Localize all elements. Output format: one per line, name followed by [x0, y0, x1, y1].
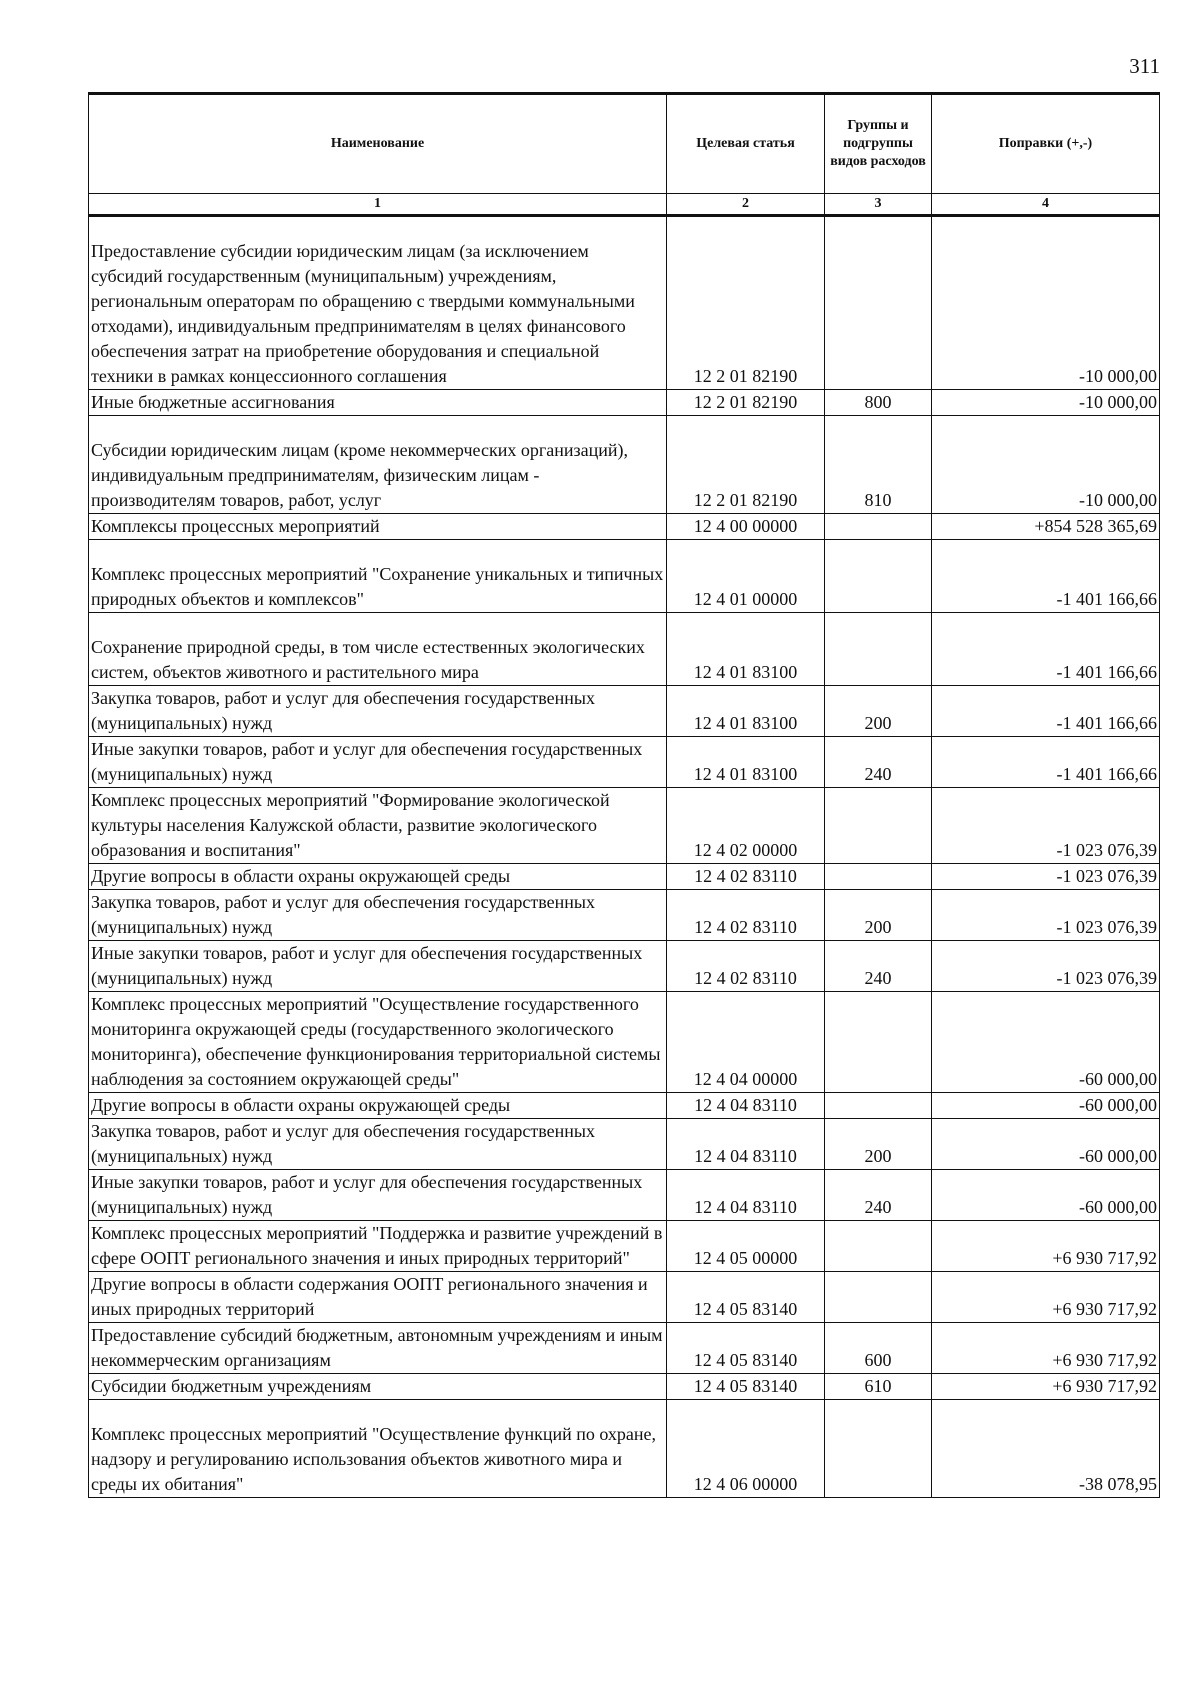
row-amount: -1 023 076,39: [932, 864, 1160, 890]
row-code: 12 4 02 83110: [667, 864, 825, 890]
table-row: [89, 686, 1160, 737]
row-name: Другие вопросы в области содержания ООПТ регионального значения и иных природных территорий: [89, 1272, 667, 1323]
row-group: 240: [825, 941, 932, 992]
header-name: Наименование: [89, 94, 667, 194]
column-number: 4: [932, 194, 1160, 216]
row-amount: +6 930 717,92: [932, 1323, 1160, 1374]
row-name: Закупка товаров, работ и услуг для обеспечения государственных (муниципальных) нужд: [89, 686, 667, 737]
row-name: Субсидии юридическим лицам (кроме некоммерческих организаций), индивидуальным предпринимателям, физическим лицам - производителям товаров, работ, услуг: [89, 416, 667, 514]
table-row: [89, 941, 1160, 992]
row-group: 810: [825, 416, 932, 514]
row-name: Закупка товаров, работ и услуг для обеспечения государственных (муниципальных) нужд: [89, 1119, 667, 1170]
row-amount: -1 401 166,66: [932, 613, 1160, 686]
page-number: 311: [1129, 54, 1160, 78]
row-code: 12 4 01 83100: [667, 737, 825, 788]
row-code: 12 2 01 82190: [667, 390, 825, 416]
row-code: 12 4 04 00000: [667, 992, 825, 1093]
table-row: [89, 1119, 1160, 1170]
table-row: [89, 1400, 1160, 1498]
table-row: [89, 1323, 1160, 1374]
row-group: [825, 1093, 932, 1119]
row-name: Иные закупки товаров, работ и услуг для обеспечения государственных (муниципальных) нужд: [89, 941, 667, 992]
row-group: [825, 514, 932, 540]
row-code: 12 4 04 83110: [667, 1093, 825, 1119]
table-row: [89, 416, 1160, 514]
table-row: [89, 1272, 1160, 1323]
row-amount: -60 000,00: [932, 1170, 1160, 1221]
row-amount: -1 023 076,39: [932, 941, 1160, 992]
row-code: 12 4 05 83140: [667, 1272, 825, 1323]
row-name: Другие вопросы в области охраны окружающей среды: [89, 1093, 667, 1119]
header-row: [89, 94, 1160, 194]
row-amount: -38 078,95: [932, 1400, 1160, 1498]
row-group: [825, 1221, 932, 1272]
row-code: 12 4 06 00000: [667, 1400, 825, 1498]
column-number: 2: [667, 194, 825, 216]
table-row: [89, 1170, 1160, 1221]
table-row: [89, 390, 1160, 416]
row-code: 12 4 05 83140: [667, 1374, 825, 1400]
row-code: 12 4 01 83100: [667, 613, 825, 686]
table-row: [89, 864, 1160, 890]
row-amount: -60 000,00: [932, 1119, 1160, 1170]
row-group: [825, 864, 932, 890]
row-group: 240: [825, 1170, 932, 1221]
row-name: Иные закупки товаров, работ и услуг для обеспечения государственных (муниципальных) нужд: [89, 737, 667, 788]
table-row: [89, 1374, 1160, 1400]
row-group: [825, 1400, 932, 1498]
row-code: 12 2 01 82190: [667, 216, 825, 390]
row-amount: -60 000,00: [932, 992, 1160, 1093]
header-code: Целевая статья: [667, 94, 825, 194]
column-number: 3: [825, 194, 932, 216]
table-row: [89, 992, 1160, 1093]
budget-table: [88, 92, 1160, 1498]
row-code: 12 4 02 83110: [667, 890, 825, 941]
row-name: Другие вопросы в области охраны окружающей среды: [89, 864, 667, 890]
row-code: 12 4 05 00000: [667, 1221, 825, 1272]
row-code: 12 4 04 83110: [667, 1170, 825, 1221]
row-group: 200: [825, 890, 932, 941]
row-name: Иные закупки товаров, работ и услуг для обеспечения государственных (муниципальных) нужд: [89, 1170, 667, 1221]
table-row: [89, 890, 1160, 941]
row-amount: -10 000,00: [932, 416, 1160, 514]
row-group: [825, 216, 932, 390]
row-name: Закупка товаров, работ и услуг для обеспечения государственных (муниципальных) нужд: [89, 890, 667, 941]
row-name: Иные бюджетные ассигнования: [89, 390, 667, 416]
column-number: 1: [89, 194, 667, 216]
row-code: 12 2 01 82190: [667, 416, 825, 514]
table-row: [89, 613, 1160, 686]
row-group: [825, 992, 932, 1093]
table-row: [89, 514, 1160, 540]
row-code: 12 4 04 83110: [667, 1119, 825, 1170]
row-name: Комплекс процессных мероприятий "Осуществление функций по охране, надзору и регулированию использования объектов животного мира и среды их обитания": [89, 1400, 667, 1498]
row-name: Комплексы процессных мероприятий: [89, 514, 667, 540]
row-name: Предоставление субсидий бюджетным, автономным учреждениям и иным некоммерческим организациям: [89, 1323, 667, 1374]
row-group: [825, 613, 932, 686]
row-name: Комплекс процессных мероприятий "Поддержка и развитие учреждений в сфере ООПТ регионального значения и иных природных территорий": [89, 1221, 667, 1272]
row-group: 600: [825, 1323, 932, 1374]
row-name: Сохранение природной среды, в том числе естественных экологических систем, объектов животного и растительного мира: [89, 613, 667, 686]
row-code: 12 4 01 00000: [667, 540, 825, 613]
table-row: [89, 216, 1160, 390]
row-amount: -60 000,00: [932, 1093, 1160, 1119]
row-amount: -1 401 166,66: [932, 686, 1160, 737]
row-name: Субсидии бюджетным учреждениям: [89, 1374, 667, 1400]
row-amount: +6 930 717,92: [932, 1374, 1160, 1400]
row-group: 800: [825, 390, 932, 416]
row-code: 12 4 02 00000: [667, 788, 825, 864]
row-group: 200: [825, 686, 932, 737]
row-name: Комплекс процессных мероприятий "Формирование экологической культуры населения Калужской области, развитие экологического образования и воспитания": [89, 788, 667, 864]
row-code: 12 4 02 83110: [667, 941, 825, 992]
row-amount: -1 023 076,39: [932, 890, 1160, 941]
row-amount: -1 401 166,66: [932, 737, 1160, 788]
row-group: [825, 788, 932, 864]
row-code: 12 4 00 00000: [667, 514, 825, 540]
row-amount: -1 401 166,66: [932, 540, 1160, 613]
row-amount: -10 000,00: [932, 216, 1160, 390]
row-code: 12 4 05 83140: [667, 1323, 825, 1374]
table-row: [89, 737, 1160, 788]
header-amount: Поправки (+,-): [932, 94, 1160, 194]
row-group: 200: [825, 1119, 932, 1170]
row-name: Комплекс процессных мероприятий "Осуществление государственного мониторинга окружающей среды (государственного экологического мониторинга), обеспечение функционирования территориальной системы наблюдения за состоянием окружающей среды": [89, 992, 667, 1093]
header-group: Группы и подгруппы видов расходов: [825, 94, 932, 194]
row-amount: -10 000,00: [932, 390, 1160, 416]
row-amount: +854 528 365,69: [932, 514, 1160, 540]
row-code: 12 4 01 83100: [667, 686, 825, 737]
row-group: 610: [825, 1374, 932, 1400]
row-name: Комплекс процессных мероприятий "Сохранение уникальных и типичных природных объектов и комплексов": [89, 540, 667, 613]
row-amount: -1 023 076,39: [932, 788, 1160, 864]
table-row: [89, 1221, 1160, 1272]
table-row: [89, 1093, 1160, 1119]
table-row: [89, 788, 1160, 864]
row-group: 240: [825, 737, 932, 788]
row-amount: +6 930 717,92: [932, 1221, 1160, 1272]
table-row: [89, 540, 1160, 613]
row-name: Предоставление субсидии юридическим лицам (за исключением субсидий государственным (муниципальным) учреждениям, региональным операторам по обращению с твердыми коммунальными отходами), индивидуальным предпринимателям в целях финансового обеспечения затрат на приобретение оборудования и специальной техники в рамках концессионного соглашения: [89, 216, 667, 390]
row-group: [825, 1272, 932, 1323]
row-group: [825, 540, 932, 613]
column-number-row: [89, 194, 1160, 216]
row-amount: +6 930 717,92: [932, 1272, 1160, 1323]
